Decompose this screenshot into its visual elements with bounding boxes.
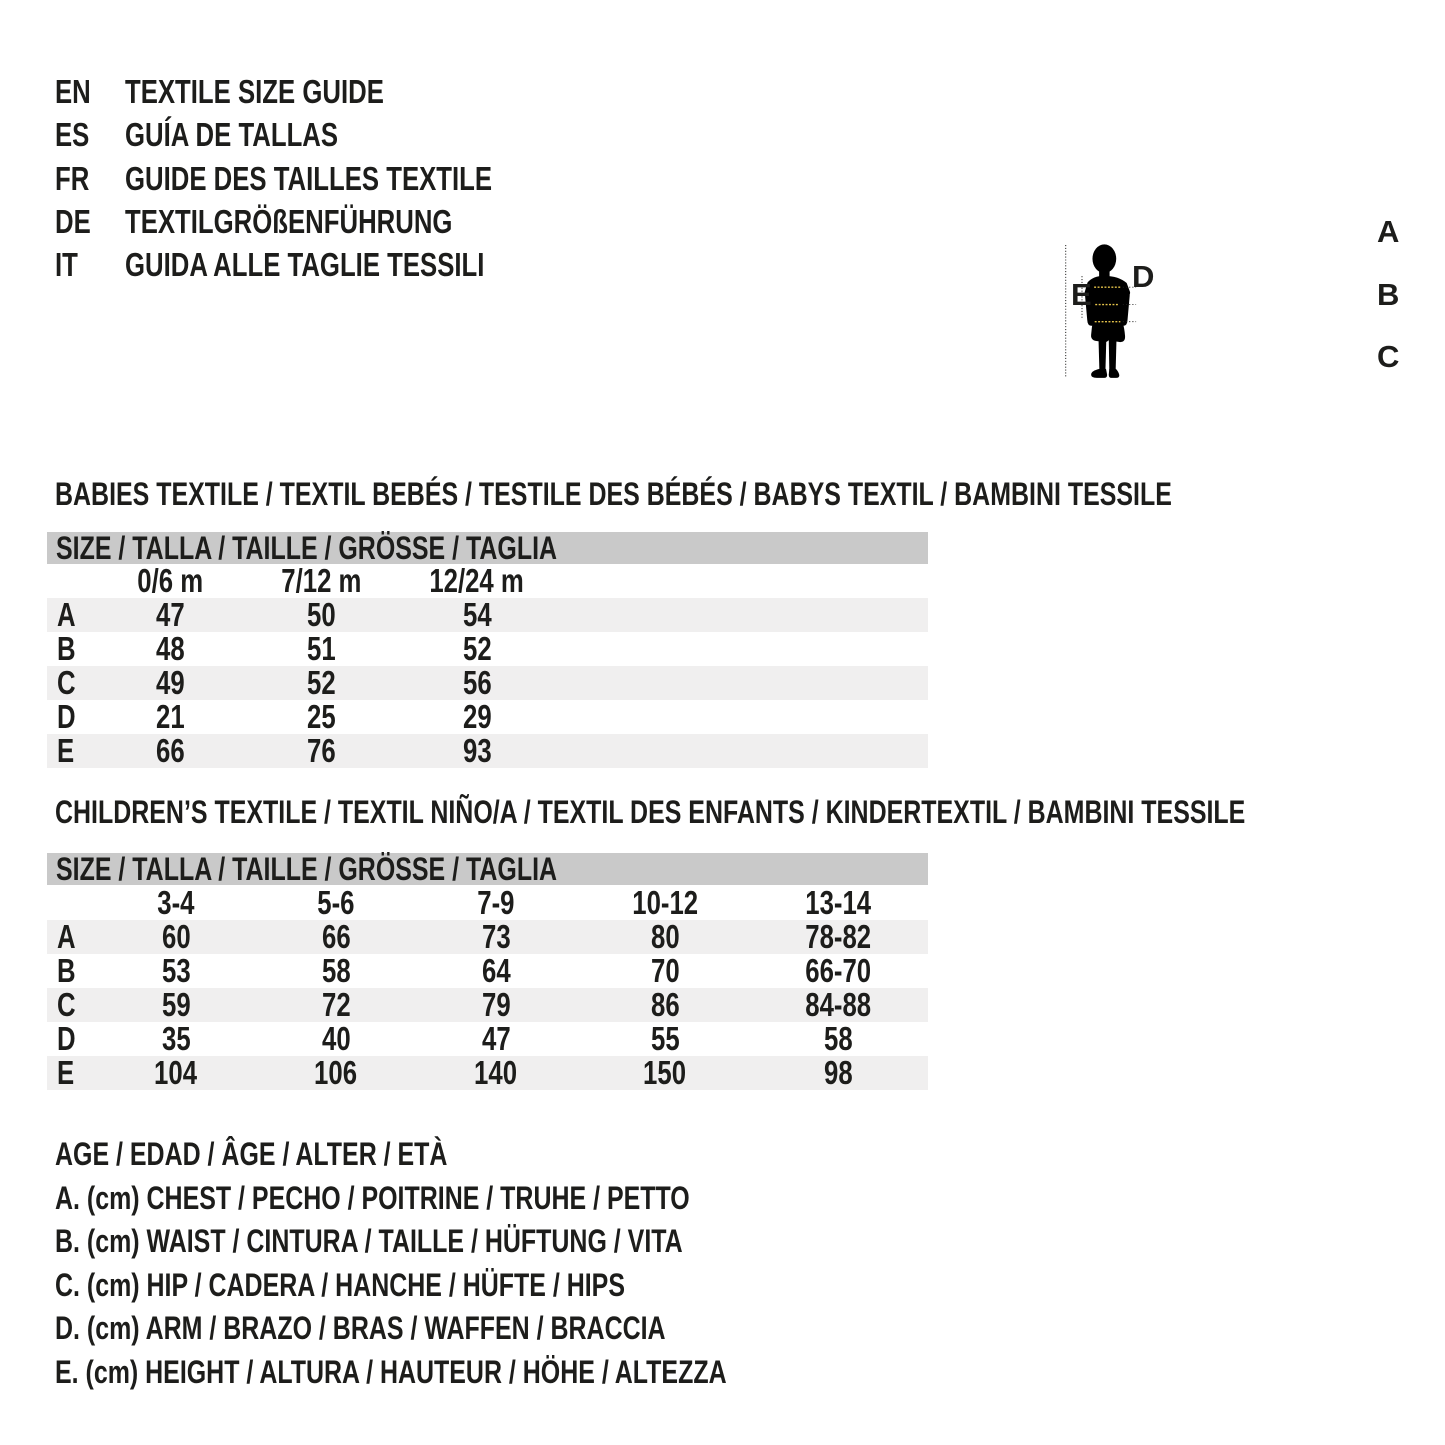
cell-value: 47 [155, 596, 185, 633]
language-code: IT [55, 246, 78, 284]
cell-value: 73 [481, 918, 511, 955]
column-header: 7/12 m [280, 562, 362, 599]
row-label: E [57, 1054, 75, 1091]
size-header-bar [47, 529, 928, 566]
cell-value: 52 [462, 630, 492, 667]
cell-value: 78-82 [805, 918, 871, 955]
row-label: A [57, 596, 76, 633]
column-header: 12/24 m [429, 562, 525, 599]
table-row [47, 920, 928, 954]
table-row [47, 988, 928, 1022]
cell-value: 53 [161, 952, 191, 989]
table-row [47, 666, 928, 700]
diagram-label-hip: C [1377, 339, 1400, 374]
table-row [47, 632, 928, 666]
cell-value: 40 [321, 1020, 351, 1057]
children-size-table [47, 850, 928, 1091]
diagram-label-arm: D [1132, 259, 1155, 294]
cell-value: 66 [321, 918, 351, 955]
row-label: D [57, 1020, 76, 1057]
language-title: GUIDA ALLE TAGLIE TESSILI [125, 246, 485, 284]
legend-line-waist: B. (cm) WAIST / CINTURA / TAILLE / HÜFTUNG / VITA [55, 1223, 683, 1260]
cell-value: 70 [650, 952, 680, 989]
table-row [47, 598, 928, 632]
diagram-label-height: E [1071, 277, 1092, 312]
cell-value: 104 [154, 1054, 198, 1091]
table-row [47, 700, 928, 734]
legend-line-chest: A. (cm) CHEST / PECHO / POITRINE / TRUHE / PETTO [55, 1179, 690, 1216]
row-label: C [57, 986, 76, 1023]
language-row-en [55, 73, 596, 116]
table-row [47, 954, 928, 988]
cell-value: 50 [306, 596, 336, 633]
legend-line-arm: D. (cm) ARM / BRAZO / BRAS / WAFFEN / BRACCIA [55, 1310, 666, 1347]
row-label: D [57, 698, 76, 735]
legend-line-height: E. (cm) HEIGHT / ALTURA / HAUTEUR / HÖHE / ALTEZZA [55, 1353, 727, 1390]
cell-value: 29 [462, 698, 492, 735]
language-row-de [55, 203, 596, 246]
language-code: EN [55, 73, 91, 110]
language-row-es [55, 116, 596, 159]
row-label: B [57, 952, 76, 989]
cell-value: 48 [155, 630, 185, 667]
cell-value: 21 [155, 698, 185, 735]
column-header: 7-9 [477, 883, 515, 921]
row-label: A [57, 918, 76, 955]
babies-size-table [47, 529, 928, 769]
cell-value: 93 [462, 732, 492, 769]
cell-value: 54 [462, 596, 492, 633]
column-header: 5-6 [317, 883, 355, 921]
cell-value: 35 [161, 1020, 191, 1057]
row-label: E [57, 732, 75, 769]
cell-value: 66 [155, 732, 185, 769]
cell-value: 64 [481, 952, 511, 989]
cell-value: 84-88 [805, 986, 871, 1023]
diagram-label-waist: B [1377, 277, 1400, 312]
cell-value: 76 [306, 732, 336, 769]
table-row [47, 734, 928, 768]
cell-value: 58 [823, 1020, 853, 1057]
cell-value: 79 [481, 986, 511, 1023]
size-header-label: SIZE / TALLA / TAILLE / GRÖSSE / TAGLIA [56, 850, 558, 887]
column-header-row [47, 564, 928, 598]
row-label: C [57, 664, 76, 701]
column-header-row [47, 885, 928, 920]
cell-value: 98 [823, 1054, 853, 1091]
cell-value: 80 [650, 918, 680, 955]
cell-value: 140 [474, 1054, 518, 1091]
column-header: 10-12 [632, 883, 698, 921]
cell-value: 59 [161, 986, 191, 1023]
cell-value: 58 [321, 952, 351, 989]
cell-value: 25 [306, 698, 336, 735]
legend-line-age: AGE / EDAD / ÂGE / ALTER / ETÀ [55, 1136, 448, 1172]
cell-value: 60 [161, 918, 191, 955]
cell-value: 49 [155, 664, 185, 701]
column-header: 0/6 m [137, 562, 203, 599]
babies-section-title: BABIES TEXTILE / TEXTIL BEBÉS / TESTILE DES BÉBÉS / BABYS TEXTIL / BAMBINI TESSILE [55, 476, 1172, 512]
size-header-bar [47, 850, 928, 887]
language-code: ES [55, 116, 90, 154]
cell-value: 72 [321, 986, 351, 1023]
cell-value: 52 [306, 664, 336, 701]
language-row-it [55, 246, 596, 289]
language-code: FR [55, 159, 90, 197]
diagram-label-chest: A [1377, 214, 1400, 249]
cell-value: 55 [650, 1020, 680, 1057]
language-title: TEXTILGRÖßENFÜHRUNG [125, 202, 453, 240]
language-title: GUIDE DES TAILLES TEXTILE [125, 159, 493, 197]
cell-value: 66-70 [805, 952, 871, 989]
language-row-fr [55, 160, 596, 203]
legend-line-hip: C. (cm) HIP / CADERA / HANCHE / HÜFTE / HIPS [55, 1266, 625, 1303]
column-header: 3-4 [157, 883, 195, 921]
cell-value: 47 [481, 1020, 511, 1057]
table-row [47, 1056, 928, 1090]
cell-value: 86 [650, 986, 680, 1023]
cell-value: 56 [462, 664, 492, 701]
measurement-legend [55, 1136, 916, 1398]
language-title-list [55, 73, 596, 289]
table-row [47, 1022, 928, 1056]
row-label: B [57, 630, 76, 667]
size-header-label: SIZE / TALLA / TAILLE / GRÖSSE / TAGLIA [56, 529, 558, 566]
language-title: GUÍA DE TALLAS [125, 116, 339, 154]
cell-value: 51 [306, 630, 336, 667]
language-code: DE [55, 202, 91, 240]
column-header: 13-14 [805, 883, 871, 921]
cell-value: 106 [314, 1054, 358, 1091]
cell-value: 150 [643, 1054, 687, 1091]
children-section-title: CHILDREN’S TEXTILE / TEXTIL NIÑO/A / TEXTIL DES ENFANTS / KINDERTEXTIL / BAMBINI TESSILE [55, 794, 1246, 830]
language-title: TEXTILE SIZE GUIDE [125, 73, 384, 110]
